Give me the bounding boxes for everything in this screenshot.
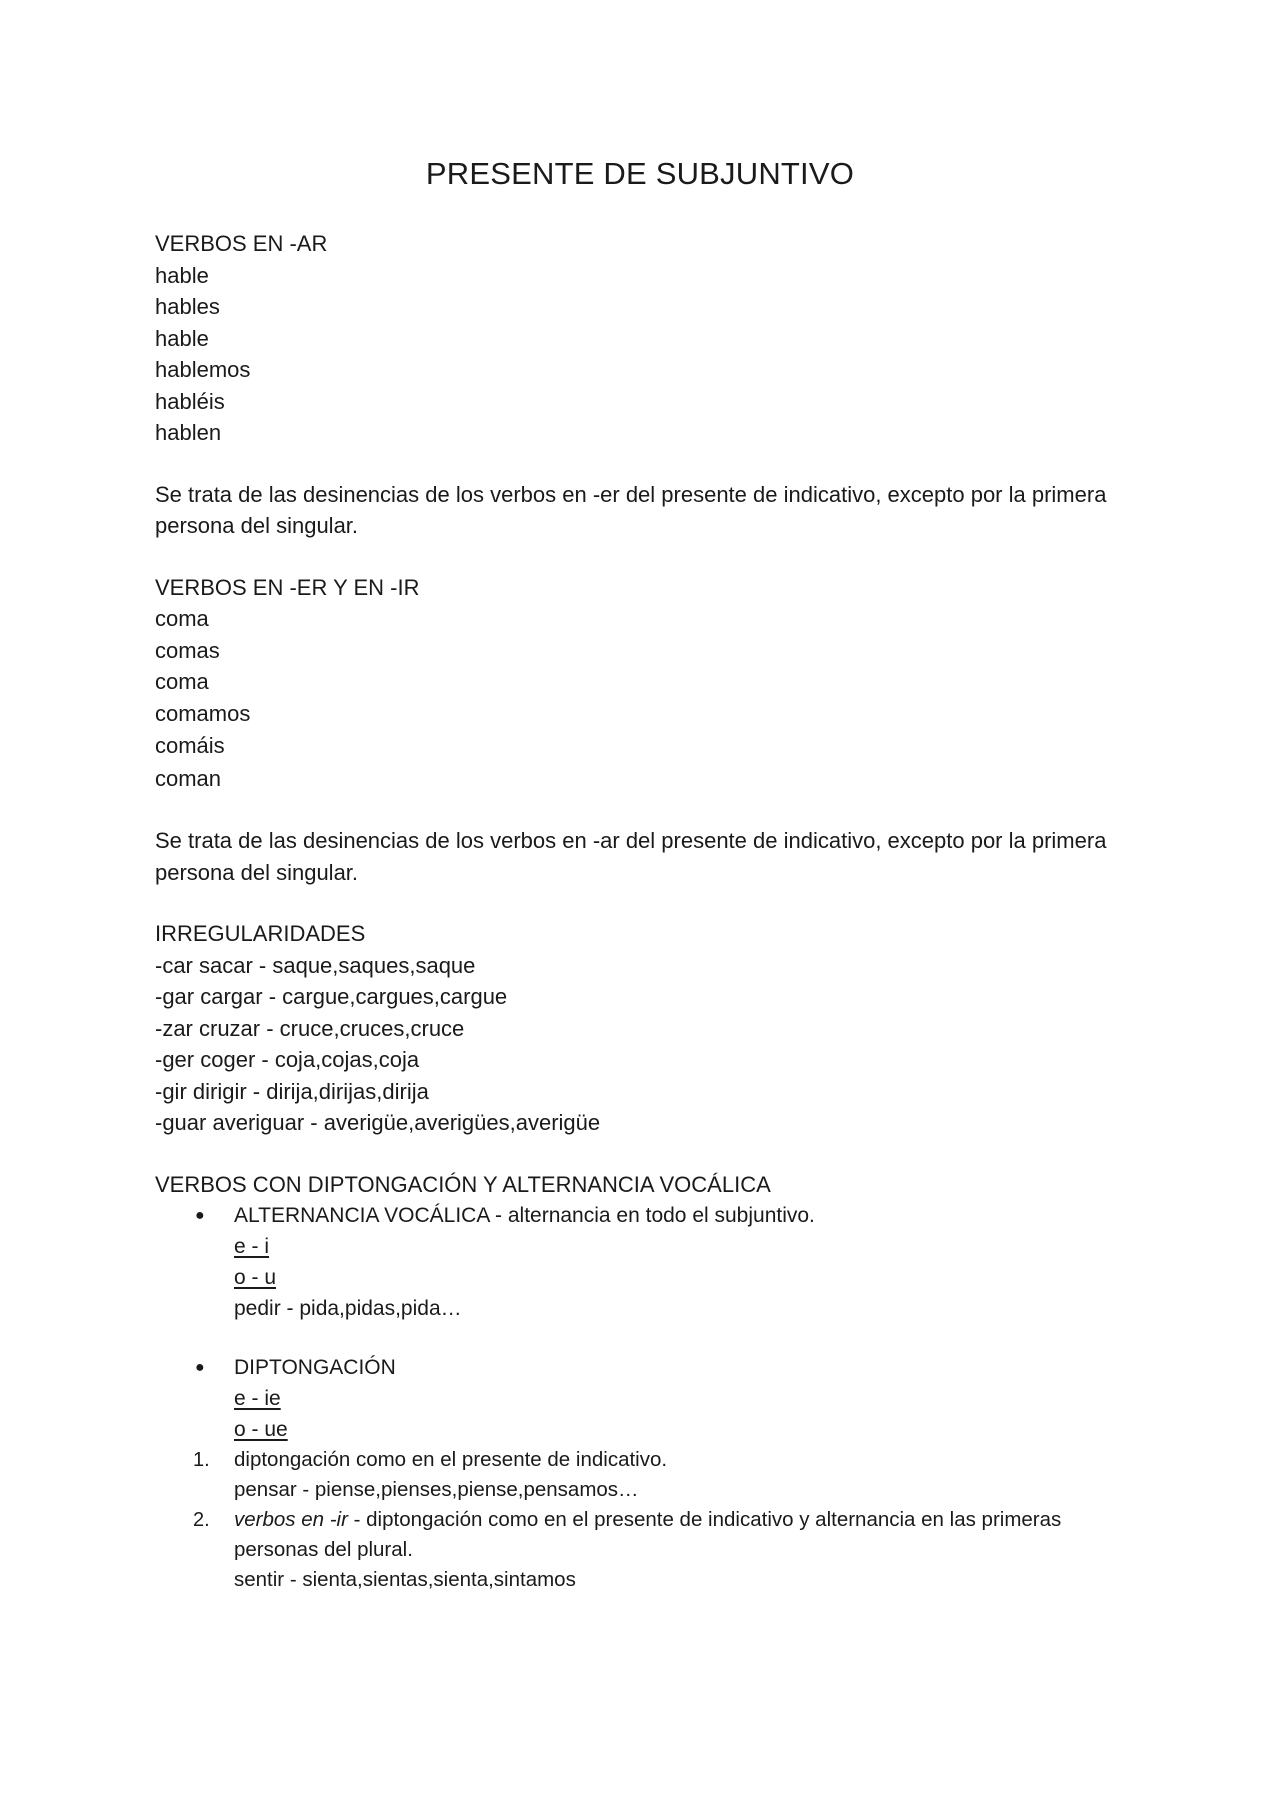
numbered-text: diptongación como en el presente de indicativo. [234, 1448, 668, 1471]
bullet-icon: ● [195, 1359, 205, 1376]
bullet-text: DIPTONGACIÓN [234, 1356, 396, 1379]
italic-label: verbos en -ir [234, 1508, 348, 1531]
irregular-item: -zar cruzar - cruce,cruces,cruce [155, 1015, 465, 1041]
section-heading-diptongacion: VERBOS CON DIPTONGACIÓN Y ALTERNANCIA VOCÁLICA [155, 1171, 771, 1197]
list-number: 1. [193, 1449, 210, 1471]
numbered-text-rest: - diptongación como en el presente de indicativo y alternancia en las primeras personas del plural. [234, 1508, 1062, 1561]
ar-form: hables [155, 294, 220, 319]
bullet-alternancia [155, 1200, 1115, 1324]
er-ir-form: comas [155, 637, 220, 663]
ar-note: Se trata de las desinencias de los verbos en -er del presente de indicativo, excepto por la primera persona del singular. [155, 481, 1107, 538]
example-line: pedir - pida,pidas,pida… [234, 1297, 462, 1320]
section-heading-ar: VERBOS EN -AR [155, 231, 328, 256]
ar-form: hable [155, 325, 209, 351]
vowel-pair: o - ue [234, 1418, 288, 1441]
vowel-pair: e - ie [234, 1387, 281, 1410]
irregular-item: -car sacar - saque,saques,saque [155, 952, 476, 978]
numbered-text [234, 1505, 1115, 1565]
vowel-pair: e - i [234, 1235, 270, 1258]
bullet-icon: ● [195, 1207, 205, 1224]
example-line: pensar - piense,pienses,piense,pensamos… [234, 1478, 639, 1501]
er-ir-note: Se trata de las desinencias de los verbos en -ar del presente de indicativo, excepto por la primera persona del singular. [155, 828, 1107, 885]
vowel-pair: o - u [234, 1266, 277, 1289]
list-number: 2. [193, 1509, 210, 1531]
section-heading-irregular: IRREGULARIDADES [155, 921, 366, 946]
numbered-item-2 [155, 1505, 1115, 1595]
document-body [155, 228, 1115, 1595]
er-ir-form: coma [155, 606, 209, 631]
numbered-item-1 [155, 1445, 1115, 1505]
page-title: PRESENTE DE SUBJUNTIVO [425, 156, 855, 191]
example-line: sentir - sienta,sientas,sienta,sintamos [234, 1568, 576, 1591]
bullet-text: ALTERNANCIA VOCÁLICA - alternancia en todo el subjuntivo. [234, 1204, 815, 1227]
er-ir-form: comamos [155, 700, 251, 726]
er-ir-form: coma [155, 669, 209, 694]
ar-form: hablemos [155, 357, 251, 382]
ar-form: hable [155, 262, 209, 288]
er-ir-form: comáis [155, 733, 225, 758]
irregular-item: -gir dirigir - dirija,dirijas,dirija [155, 1078, 429, 1104]
irregular-item: -guar averiguar - averigüe,averigües,averigüe [155, 1110, 601, 1135]
bullet-diptongacion [155, 1352, 1115, 1445]
section-heading-er-ir: VERBOS EN -ER Y EN -IR [155, 574, 420, 600]
irregular-item: -ger coger - coja,cojas,coja [155, 1047, 420, 1072]
er-ir-form: coman [155, 766, 222, 791]
ar-form: hablen [155, 420, 222, 445]
ar-form: habléis [155, 388, 225, 414]
irregular-item: -gar cargar - cargue,cargues,cargue [155, 984, 508, 1009]
